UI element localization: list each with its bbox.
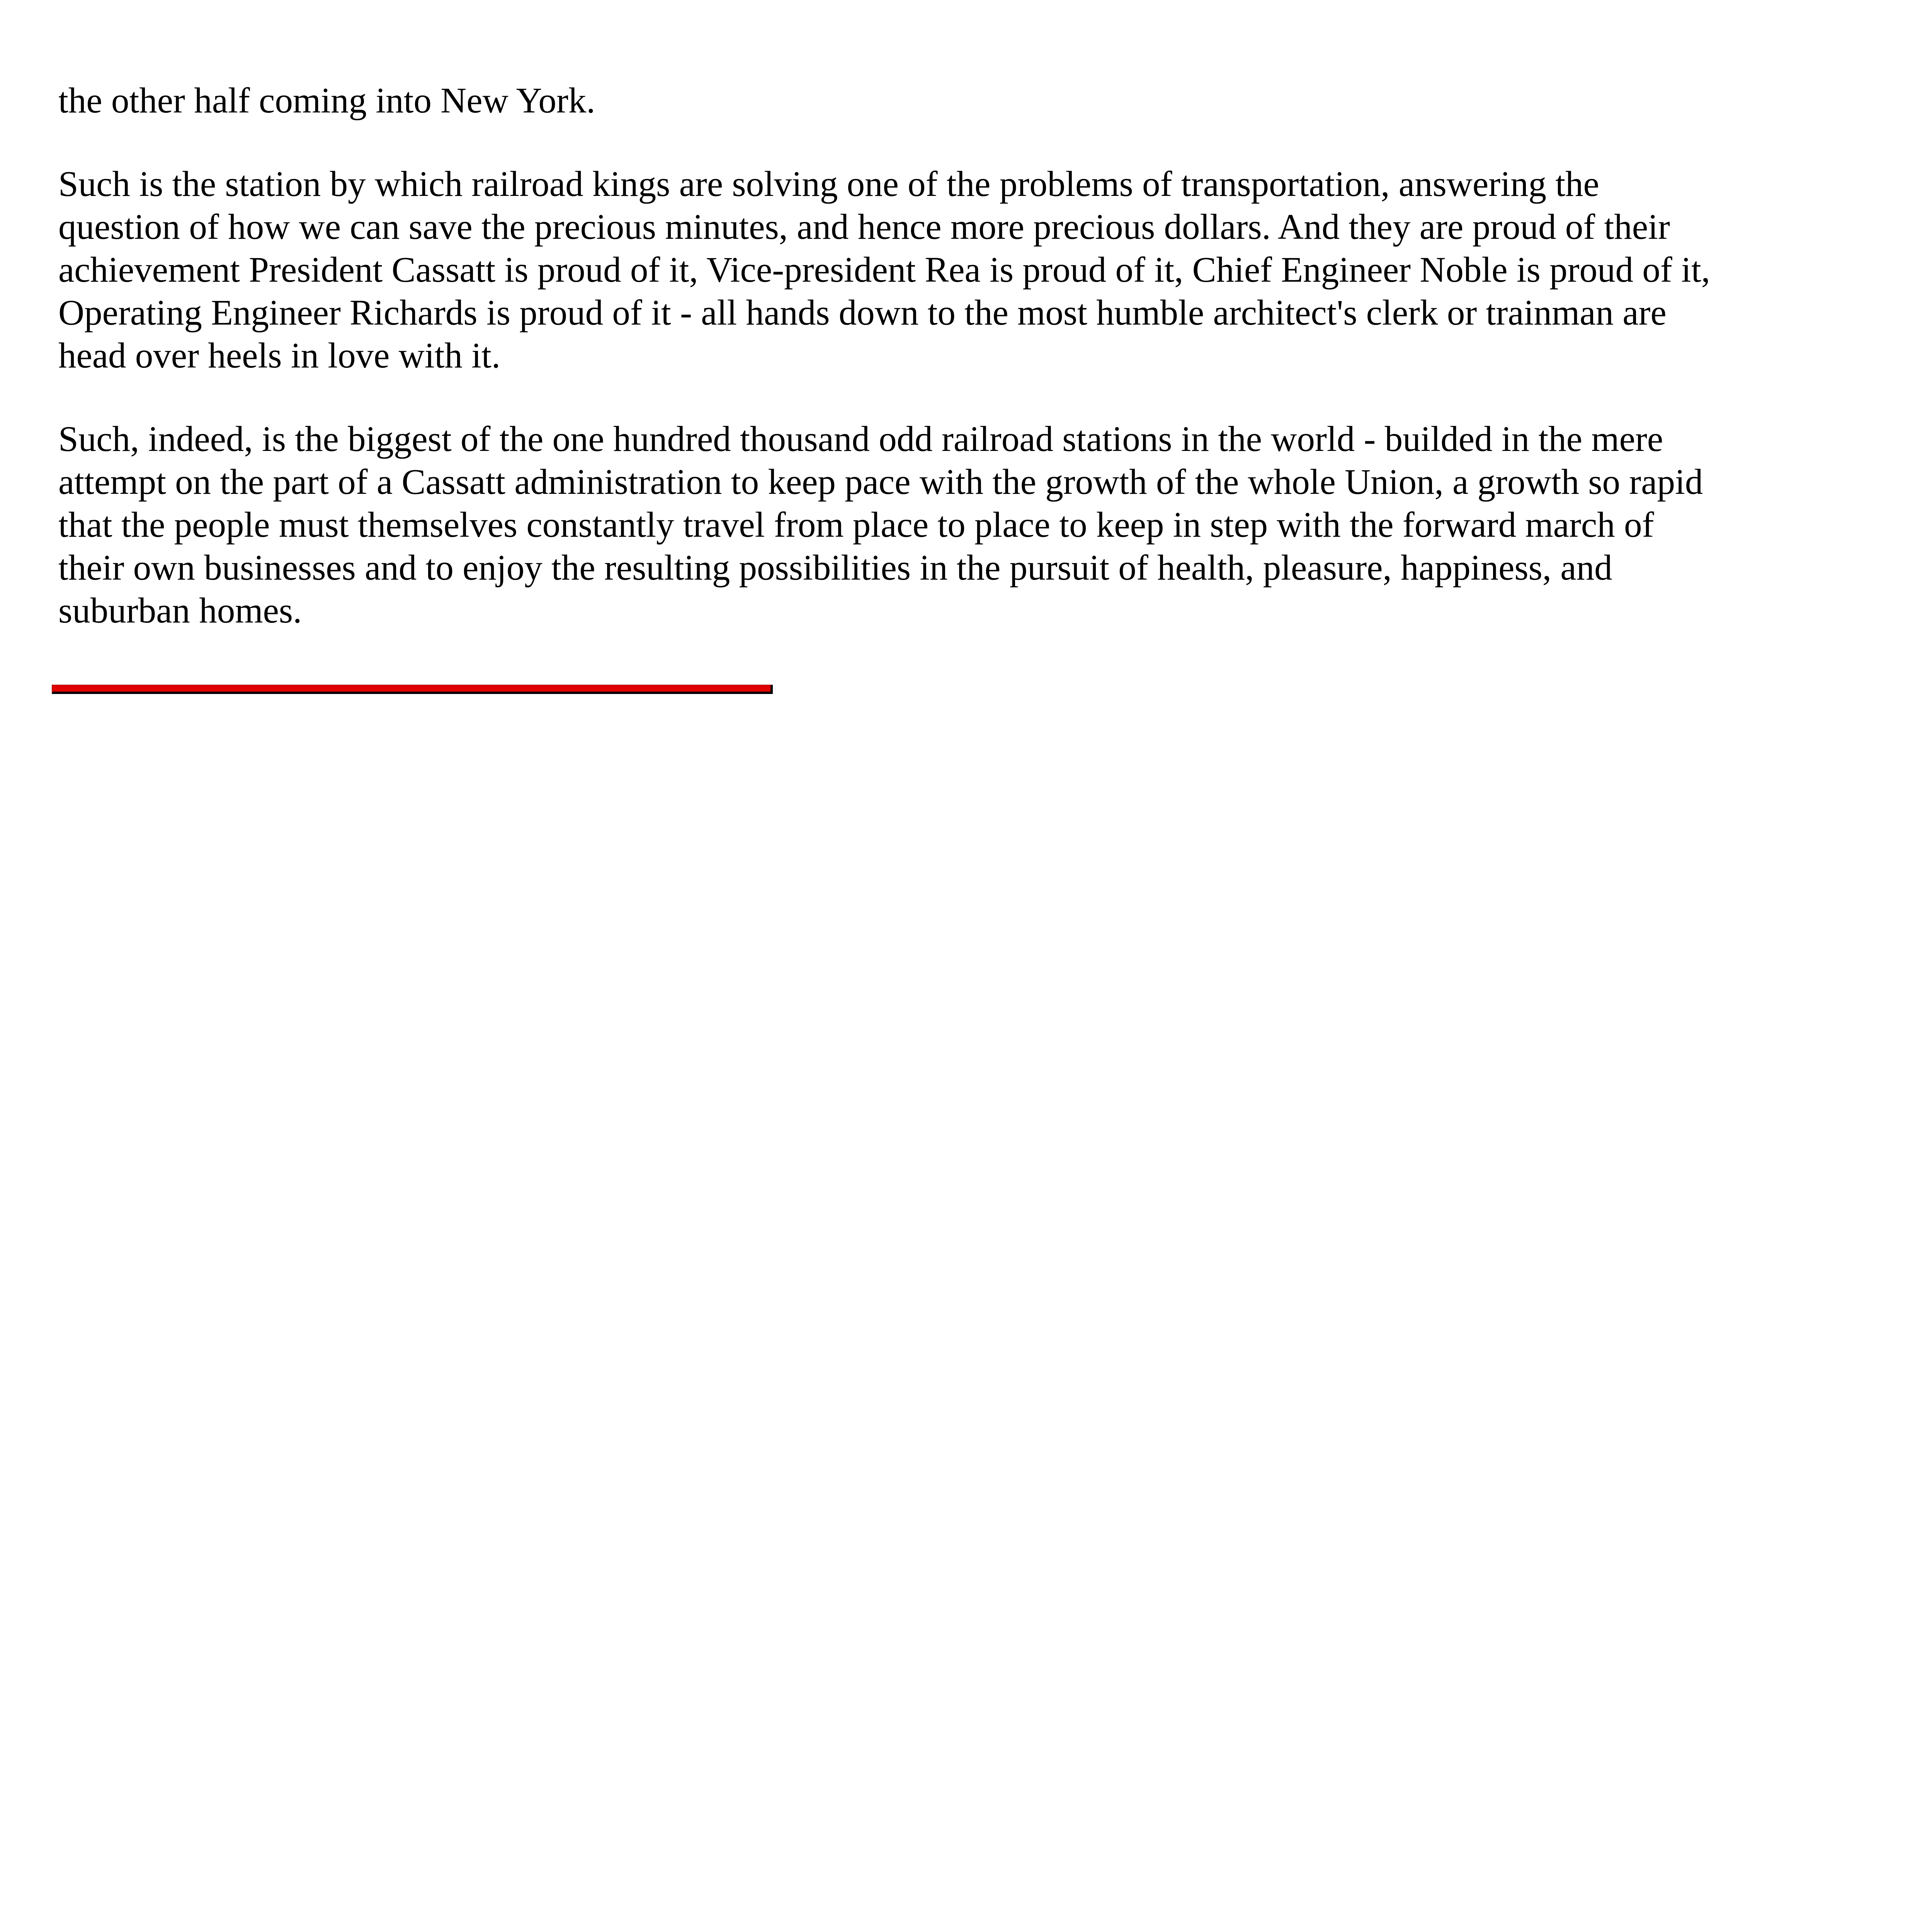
paragraph-3: Such, indeed, is the biggest of the one hundred thousand odd railroad stations in the world - builded in the mere attempt on the part of a Cassatt administration to keep pace with the growth of the whole Union, a growth so rapid that the people must themselves constantly travel from place to place to keep in step with the forward march of their own businesses and to enjoy the resulting possibilities in the pursuit of health, pleasure, happiness, and suburban homes. [58, 419, 1703, 631]
document-body [58, 79, 1720, 673]
paragraph-1: the other half coming into New York. [58, 81, 595, 121]
red-divider-rule [52, 685, 773, 694]
paragraph-2: Such is the station by which railroad kings are solving one of the problems of transportation, answering the question of how we can save the precious minutes, and hence more precious dollars. And they are proud of their achievement President Cassatt is proud of it, Vice-president Rea is proud of it, Chief Engineer Noble is proud of it, Operating Engineer Richards is proud of it - all hands down to the most humble architect's clerk or trainman are head over heels in love with it. [58, 164, 1710, 376]
